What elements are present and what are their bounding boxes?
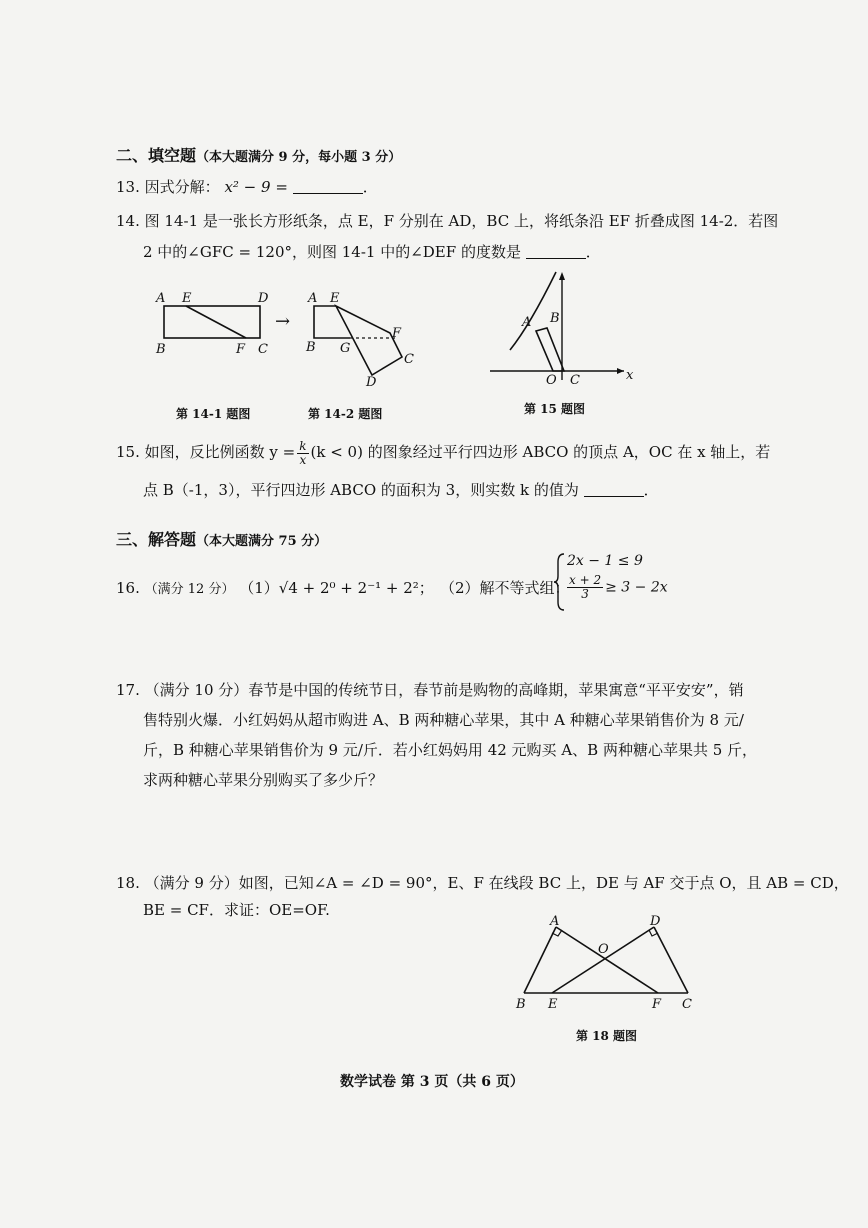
fig15-caption: 第 15 题图 bbox=[524, 402, 586, 416]
q15-text-line2: 点 B（-1，3），平行四边形 ABCO 的面积为 3，则实数 k 的值为 bbox=[143, 481, 579, 499]
q16-ineq2-numerator: x + 2 bbox=[569, 573, 602, 587]
fig18-segment-ab bbox=[524, 927, 556, 993]
question-15-line2: 点 B（-1，3），平行四边形 ABCO 的面积为 3，则实数 k 的值为 ． bbox=[143, 481, 659, 499]
fig15-label-a: A bbox=[522, 315, 532, 330]
fig14-2-label-g: G bbox=[340, 341, 351, 356]
fig15-label-c: C bbox=[570, 373, 580, 388]
question-14-line2: 2 中的∠GFC = 120°，则图 14-1 中的∠DEF 的度数是 ． bbox=[143, 243, 601, 261]
fig18-label-o: O bbox=[598, 942, 609, 957]
question-16 bbox=[116, 578, 434, 600]
q15-fraction-numerator: k bbox=[299, 438, 307, 453]
fig18-caption: 第 18 题图 bbox=[576, 1029, 638, 1043]
section-3-note: （本大题满分 75 分） bbox=[196, 534, 328, 549]
question-15-line1 bbox=[116, 438, 770, 467]
q15-answer-blank[interactable] bbox=[584, 482, 644, 497]
section-3-heading bbox=[116, 530, 327, 552]
q16-inequality-1-text: 2x − 1 ≤ 9 bbox=[567, 553, 643, 569]
q14-answer-blank[interactable] bbox=[526, 244, 586, 259]
fig14-1-label-d: D bbox=[258, 291, 269, 306]
q13-number: 13. bbox=[116, 178, 140, 196]
fig18-segment-dc bbox=[654, 927, 688, 993]
fig14-1-label-b: B bbox=[156, 342, 166, 357]
fig15-label-o: O bbox=[546, 373, 557, 388]
figure-14-1 bbox=[150, 285, 280, 365]
fig18-segment-de bbox=[552, 927, 654, 993]
fig18-label-f: F bbox=[652, 997, 662, 1012]
fig14-1-label-c: C bbox=[258, 342, 268, 357]
fig18-label-c: C bbox=[682, 997, 692, 1012]
fig18-label-d: D bbox=[650, 914, 661, 929]
q13-answer-blank[interactable] bbox=[293, 179, 363, 194]
fig14-1-rectangle bbox=[164, 306, 260, 338]
figure-14-2 bbox=[300, 285, 430, 395]
q13-text: 因式分解： bbox=[144, 178, 220, 196]
q16-ineq2-rest: ≥ 3 − 2x bbox=[605, 579, 668, 596]
section-2-title: 二、填空题 bbox=[116, 146, 197, 165]
fig18-label-e: E bbox=[548, 997, 558, 1012]
q15-text-post: (k < 0) 的图象经过平行四边形 ABCO 的顶点 A，OC 在 x 轴上，若 bbox=[310, 443, 771, 461]
section-2-note: （本大题满分 9 分，每小题 3 分） bbox=[196, 150, 402, 165]
fig15-label-b: B bbox=[550, 311, 560, 326]
page-footer: 数学试卷 第 3 页（共 6 页） bbox=[340, 1074, 524, 1090]
q16-inequality-2-fraction bbox=[567, 574, 603, 601]
fig14-2-label-d: D bbox=[366, 375, 377, 390]
q16-ineq2-denominator: 3 bbox=[581, 587, 589, 601]
q15-fraction-denominator: x bbox=[299, 452, 307, 467]
q18-number: 18. bbox=[116, 874, 140, 892]
q16-part1: （1）√4 + 2⁰ + 2⁻¹ + 2²； bbox=[239, 579, 434, 597]
q16-score: （满分 12 分） bbox=[144, 582, 235, 597]
fig14-1-caption: 第 14-1 题图 bbox=[176, 407, 251, 421]
q14-number: 14. bbox=[116, 212, 140, 230]
q16-inequality-1 bbox=[567, 552, 643, 570]
fig15-x-arrow bbox=[617, 368, 624, 374]
fig14-1-label-a: A bbox=[156, 291, 166, 306]
q15-text-pre: 如图，反比例函数 y = bbox=[144, 443, 296, 461]
fig18-label-a: A bbox=[550, 914, 560, 929]
q17-number: 17. bbox=[116, 681, 140, 699]
q17-text-line3: 斤，B 种糖心苹果销售价为 9 元/斤．若小红妈妈用 42 元购买 A、B 两种糖心苹果共 5 斤， bbox=[143, 741, 758, 759]
q17-text-line2: 售特别火爆．小红妈妈从超市购进 A、B 两种糖心苹果，其中 A 种糖心苹果销售价为 8 元/ bbox=[143, 711, 744, 729]
fig15-parallelogram bbox=[536, 328, 564, 371]
q13-expression: x² − 9 = bbox=[224, 178, 288, 196]
fig14-2-label-e: E bbox=[330, 291, 340, 306]
fig14-2-label-b: B bbox=[306, 340, 316, 355]
q15-number: 15. bbox=[116, 443, 140, 461]
q18-text-line2: BE = CF．求证：OE=OF. bbox=[143, 901, 330, 919]
q17-text-line1: （满分 10 分）春节是中国的传统节日，春节前是购物的高峰期，苹果寓意“平平安安”，销 bbox=[144, 681, 744, 699]
question-18-line1 bbox=[116, 873, 849, 893]
figure-18 bbox=[512, 915, 702, 1015]
fig14-2-label-a: A bbox=[308, 291, 318, 306]
question-13: 13. 因式分解： x² − 9 = ． bbox=[116, 178, 378, 196]
q17-text-line4: 求两种糖心苹果分别购买了多少斤？ bbox=[143, 771, 384, 789]
q18-text-line1: （满分 9 分）如图，已知∠A = ∠D = 90°，E、F 在线段 BC 上，DE 与 AF 交于点 O，且 AB = CD， bbox=[144, 874, 849, 892]
question-17-line1 bbox=[116, 680, 744, 700]
fig14-2-label-c: C bbox=[404, 352, 414, 367]
q14-text-line2: 2 中的∠GFC = 120°，则图 14-1 中的∠DEF 的度数是 bbox=[143, 243, 521, 261]
fig15-y-arrow bbox=[559, 272, 565, 280]
fig14-2-caption: 第 14-2 题图 bbox=[308, 407, 383, 421]
fig14-2-label-f: F bbox=[392, 326, 402, 341]
section-3-title: 三、解答题 bbox=[116, 530, 197, 549]
fig15-label-x: x bbox=[626, 368, 634, 383]
q15-fraction bbox=[297, 440, 308, 467]
fold-arrow: → bbox=[275, 311, 291, 332]
q16-part2-label: （2）解不等式组： bbox=[440, 579, 570, 597]
q16-inequality-2 bbox=[565, 574, 668, 601]
fig14-1-label-f: F bbox=[236, 342, 246, 357]
q16-number: 16. bbox=[116, 579, 140, 597]
section-2-heading bbox=[116, 146, 401, 168]
fig18-label-b: B bbox=[516, 997, 526, 1012]
question-14-line1 bbox=[116, 211, 778, 231]
fig18-segment-af bbox=[556, 927, 658, 993]
q14-text-line1: 图 14-1 是一张长方形纸条，点 E，F 分别在 AD，BC 上，将纸条沿 EF 折叠成图 14-2．若图 bbox=[144, 212, 779, 230]
fig14-1-fold-line bbox=[186, 306, 246, 338]
figure-15 bbox=[490, 270, 640, 390]
fig14-1-label-e: E bbox=[182, 291, 192, 306]
